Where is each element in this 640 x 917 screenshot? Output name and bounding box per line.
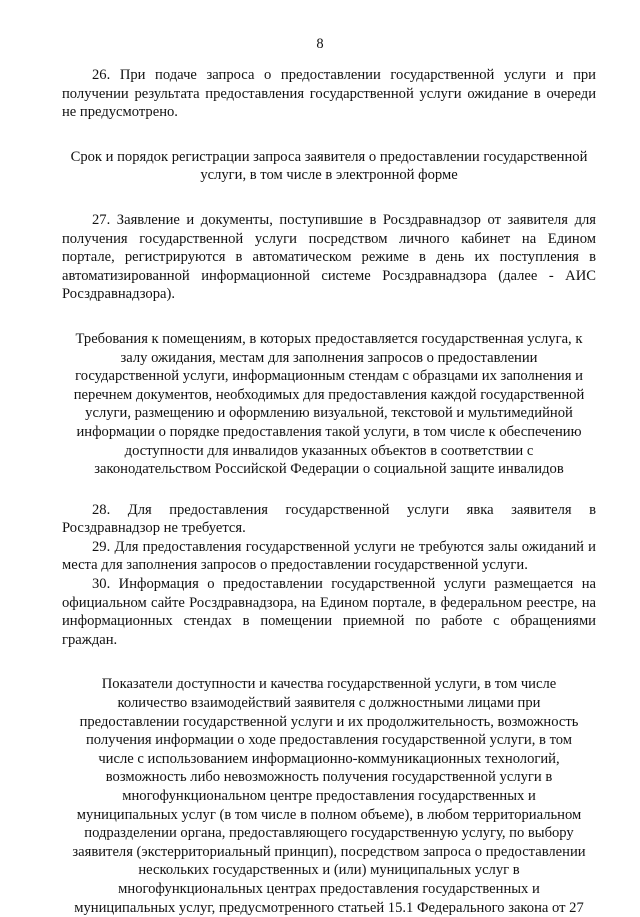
paragraph-29: 29. Для предоставления государственной услуги не требуются залы ожиданий и места для заполнения запросов о предоставлении государственной услуги. bbox=[62, 538, 596, 574]
section-heading-registration: Срок и порядок регистрации запроса заявителя о предоставлении государственной услуги, в том числе в электронной форме bbox=[70, 148, 588, 184]
paragraph-28: 28. Для предоставления государственной услуги явка заявителя в Росздравнадзор не требуется. bbox=[62, 501, 596, 537]
paragraph-30: 30. Информация о предоставлении государственной услуги размещается на официальном сайте Росздравнадзора, на Едином портале, в федеральном реестре, на информационных стендах в помещении приемной по работе с обращениями граждан. bbox=[62, 576, 596, 648]
page-content bbox=[62, 66, 596, 917]
section-heading-accessibility: Показатели доступности и качества государственной услуги, в том числе количество взаимодействий заявителя с должностными лицами при предоставлении государственной услуги и их продолжительность, возможность получения информации о ходе предоставления государственной услуги, в том числе с использованием информационно-коммуникационных технологий, возможность либо невозможность получения государственной услуги в многофункциональном центре предоставления государственных и муниципальных услуг (в том числе в полном объеме), в любом территориальном подразделении органа, предоставляющего государственную услугу, по выбору заявителя (экстерриториальный принцип), посредством запроса о предоставлении нескольких государственных и (или) муниципальных услуг в многофункциональных центрах предоставления государственных и муниципальных услуг, предусмотренного статьей 15.1 Федерального закона от 27 bbox=[72, 676, 586, 916]
page-number: 8 bbox=[316, 36, 324, 52]
paragraph-26: 26. При подаче запроса о предоставлении государственной услуги и при получении результата предоставления государственной услуги ожидание в очереди не предусмотрено. bbox=[62, 67, 596, 121]
section-heading-premises: Требования к помещениям, в которых предоставляется государственная услуга, к залу ожидания, местам для заполнения запросов о предоставлении государственной услуги, информационным стендам с образцами их заполнения и перечнем документов, необходимых для предоставления каждой государственной услуги, размещению и оформлению визуальной, текстовой и мультимедийной информации о порядке предоставления такой услуги, в том числе к обеспечению доступности для инвалидов указанных объектов в соответствии с законодательством Российской Федерации о социальной защите инвалидов bbox=[73, 330, 585, 478]
paragraph-27: 27. Заявление и документы, поступившие в Росздравнадзор от заявителя для получения государственной услуги посредством личного кабинет на Едином портале, регистрируются в автоматическом режиме в день их поступления в автоматизированной информационной системе Росздравнадзора (далее - АИС Росздравнадзора). bbox=[62, 211, 596, 303]
